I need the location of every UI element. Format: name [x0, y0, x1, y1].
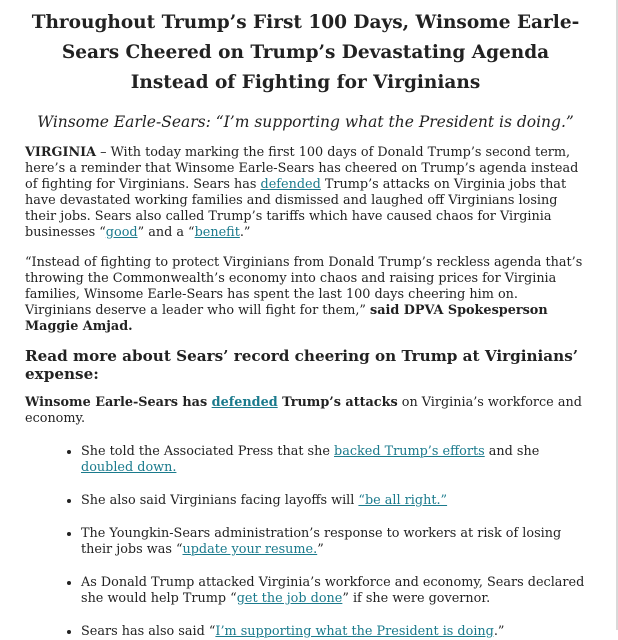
be-all-right-link[interactable]: “be all right.” — [358, 493, 448, 508]
supporting-president-link[interactable]: I’m supporting what the President is doing — [215, 624, 494, 639]
intro-text-3: ” and a “ — [137, 225, 195, 240]
section-lead-bold-2: Trump’s attacks — [277, 395, 398, 410]
section-defended-link[interactable]: defended — [211, 395, 278, 410]
bullet-text: Sears has also said “ — [81, 624, 216, 639]
dateline: VIRGINIA — [25, 145, 97, 160]
statement-attribution: said DPVA Spokesperson Maggie Amjad. — [25, 303, 548, 334]
list-item — [81, 623, 586, 640]
intro-text-2: Trump’s attacks on Virginia jobs that have devastated working families and dismissed and laughed off Virginians losing their jobs. Sears also called Trump’s tariffs which have caused chaos for Virginia businesses “ — [25, 177, 567, 240]
bullet-text: ” — [317, 542, 324, 557]
benefit-link[interactable]: benefit — [194, 225, 240, 240]
intro-text-4: .” — [239, 225, 251, 240]
defended-link[interactable]: defended — [260, 177, 321, 192]
section-lead-text: on Virginia’s workforce and economy. — [25, 395, 582, 426]
bullet-text: She told the Associated Press that she — [81, 444, 334, 459]
backed-trumps-efforts-link[interactable]: backed Trump’s efforts — [334, 444, 485, 459]
good-link[interactable]: good — [105, 225, 138, 240]
statement-quote: “Instead of fighting to protect Virginians from Donald Trump’s reckless agenda that’s throwing the Commonwealth’s economy into chaos and raising prices for Virginia families, Winsome Earle-Sears has spent the last 100 days cheering him on. Virginians deserve a leader who will fight for them,” — [25, 255, 583, 318]
intro-text-1: – With today marking the first 100 days of Donald Trump’s second term, here’s a reminder that Winsome Earle-Sears has cheered on Trump’s agenda instead of fighting for Virginians. Sears has — [25, 145, 579, 192]
bullet-text: As Donald Trump attacked Virginia’s workforce and economy, Sears declared she would help Trump “ — [81, 575, 585, 606]
bullet-text: and she — [484, 444, 540, 459]
headline: Throughout Trump’s First 100 Days, Winsome Earle-Sears Cheered on Trump’s Devastating Agenda Instead of Fighting for Virginians — [31, 12, 580, 93]
doubled-down-link[interactable]: doubled down. — [81, 460, 177, 475]
bullet-text: ” if she were governor. — [342, 591, 491, 606]
statement-paragraph — [25, 255, 586, 335]
section-lead — [25, 395, 586, 427]
bullet-text: .” — [493, 624, 505, 639]
section-heading: Read more about Sears’ record cheering on Trump at Virginians’ expense: — [25, 347, 579, 383]
get-the-job-done-link[interactable]: get the job done — [236, 591, 343, 606]
section-lead-bold-1: Winsome Earle-Sears has — [25, 395, 212, 410]
intro-paragraph — [25, 145, 586, 241]
evidence-list — [25, 443, 586, 640]
subhead-quote: Winsome Earle-Sears: “I’m supporting what the President is doing.” — [37, 113, 574, 131]
list-item — [81, 443, 586, 476]
update-your-resume-link[interactable]: update your resume. — [182, 542, 318, 557]
bullet-text: She also said Virginians facing layoffs will — [81, 493, 359, 508]
list-item — [81, 492, 586, 509]
bullet-text: The Youngkin-Sears administration’s response to workers at risk of losing their jobs was “ — [81, 526, 562, 557]
list-item — [81, 525, 586, 558]
list-item — [81, 574, 586, 607]
